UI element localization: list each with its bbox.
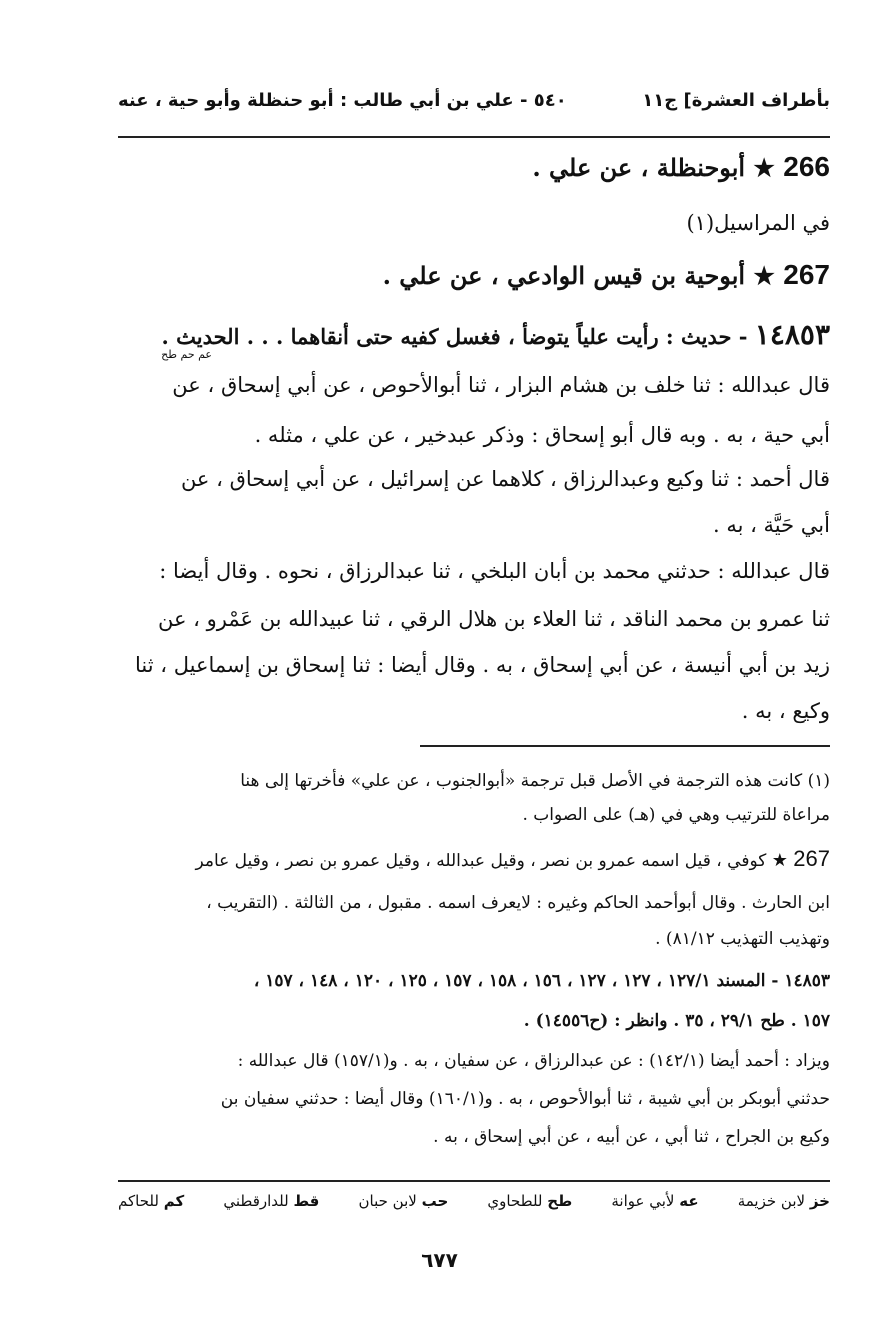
- abbreviations-legend: [118, 1192, 830, 1220]
- abbr-item: كم للحاكم: [118, 1192, 185, 1210]
- abbr-item: عه لأبي عوانة: [611, 1192, 699, 1210]
- entry-number: 267: [783, 260, 830, 290]
- abbr-item: قط للدارقطني: [223, 1192, 320, 1210]
- footnote-rule: [420, 745, 830, 747]
- hadith-label: - حديث : رأيت علياً يتوضأ ، فغسل كفيه حتى أنقاهما . . . الحديث .: [161, 324, 748, 349]
- footnote-text: كوفي ، قيل اسمه عمرو بن نصر ، وقيل عبدالله ، وقيل عمرو بن نصر ، وقيل عامر: [195, 851, 767, 871]
- star-icon: ★: [753, 261, 775, 290]
- entry-text: أبوحية بن قيس الوادعي ، عن علي .: [382, 261, 746, 290]
- body-line: أبي حَيَّة ، به .: [712, 513, 830, 537]
- abbreviation-rule: [118, 1180, 830, 1182]
- hadith-heading: [118, 320, 830, 352]
- body-line: قال عبدالله : ثنا خلف بن هشام البزار ، ثنا أبوالأحوص ، عن أبي إسحاق ، عن: [172, 373, 830, 397]
- hadith-sigla: عم حم طح: [161, 348, 212, 361]
- footnote-line: مراعاة للترتيب وهي في (هـ) على الصواب .: [522, 805, 830, 825]
- star-icon: ★: [771, 850, 788, 871]
- entry-number: 266: [783, 152, 830, 182]
- footnote-line: ويزاد : أحمد أيضا (١٤٢/١) : عن عبدالرزاق ، عن سفيان ، به . و(١٥٧/١) قال عبدالله :: [237, 1051, 830, 1071]
- footnote-267: [118, 846, 830, 874]
- header-rule: [118, 136, 830, 138]
- entry-text: أبوحنظلة ، عن علي .: [532, 153, 746, 182]
- star-icon: ★: [753, 153, 775, 182]
- body-line: زيد بن أبي أنيسة ، عن أبي إسحاق ، به . وقال أيضا : ثنا إسحاق بن إسماعيل ، ثنا: [135, 653, 830, 677]
- body-line: قال عبدالله : حدثني محمد بن أبان البلخي ، ثنا عبدالرزاق ، نحوه . وقال أيضا :: [159, 559, 830, 583]
- abbr-item: خز لابن خزيمة: [737, 1192, 830, 1210]
- header-volume: بأطراف العشرة] ج١١: [642, 90, 830, 111]
- footnote-line: وتهذيب التهذيب ٨١/١٢) .: [655, 929, 830, 949]
- footnote-line: حدثني أبوبكر بن أبي شيبة ، ثنا أبوالأحوص ، به . و(١٦٠/١) وقال أيضا : حدثني سفيان بن: [220, 1089, 830, 1109]
- footnote-line: وكيع بن الجراح ، ثنا أبي ، عن أبيه ، عن أبي إسحاق ، به .: [433, 1127, 830, 1147]
- footnote-number: 267: [793, 846, 830, 871]
- body-line: ثنا عمرو بن محمد الناقد ، ثنا العلاء بن هلال الرقي ، ثنا عبيدالله بن عَمْرو ، عن: [157, 607, 830, 631]
- body-line: أبي حية ، به . وبه قال أبو إسحاق : وذكر عبدخير ، عن علي ، مثله .: [254, 423, 830, 447]
- entry-266: [118, 152, 830, 183]
- abbr-item: طح للطحاوي: [487, 1192, 573, 1210]
- body-line: قال أحمد : ثنا وكيع وعبدالرزاق ، كلاهما عن إسرائيل ، عن أبي إسحاق ، عن: [180, 467, 830, 491]
- page-number: ٦٧٧: [421, 1248, 458, 1272]
- entry-267: [118, 260, 830, 291]
- body-line: وكيع ، به .: [741, 699, 830, 723]
- mursal-heading: في المراسيل(١): [686, 211, 830, 235]
- footnote-line: ١٥٧ . طح ٢٩/١ ، ٣٥ . وانظر : (ح١٤٥٥٦) .: [523, 1011, 830, 1031]
- abbr-item: حب لابن حبان: [358, 1192, 449, 1210]
- footnote-line: ابن الحارث . وقال أبوأحمد الحاكم وغيره : لايعرف اسمه . مقبول ، من الثالثة . (التقريب ،: [206, 893, 830, 913]
- running-header: [118, 82, 830, 122]
- hadith-number: ١٤٨٥٣: [754, 320, 830, 351]
- header-chapter: ٥٤٠ - علي بن أبي طالب : أبو حنظلة وأبو حية ، عنه: [118, 90, 567, 111]
- footnote-line: ١٤٨٥٣ - المسند ١٢٧/١ ، ١٢٧ ، ١٢٧ ، ١٥٦ ، ١٥٨ ، ١٥٧ ، ١٢٥ ، ١٢٠ ، ١٤٨ ، ١٥٧ ،: [253, 971, 830, 991]
- footnote-line: (١) كانت هذه الترجمة في الأصل قبل ترجمة «أبوالجنوب ، عن علي» فأخرتها إلى هنا: [240, 771, 830, 791]
